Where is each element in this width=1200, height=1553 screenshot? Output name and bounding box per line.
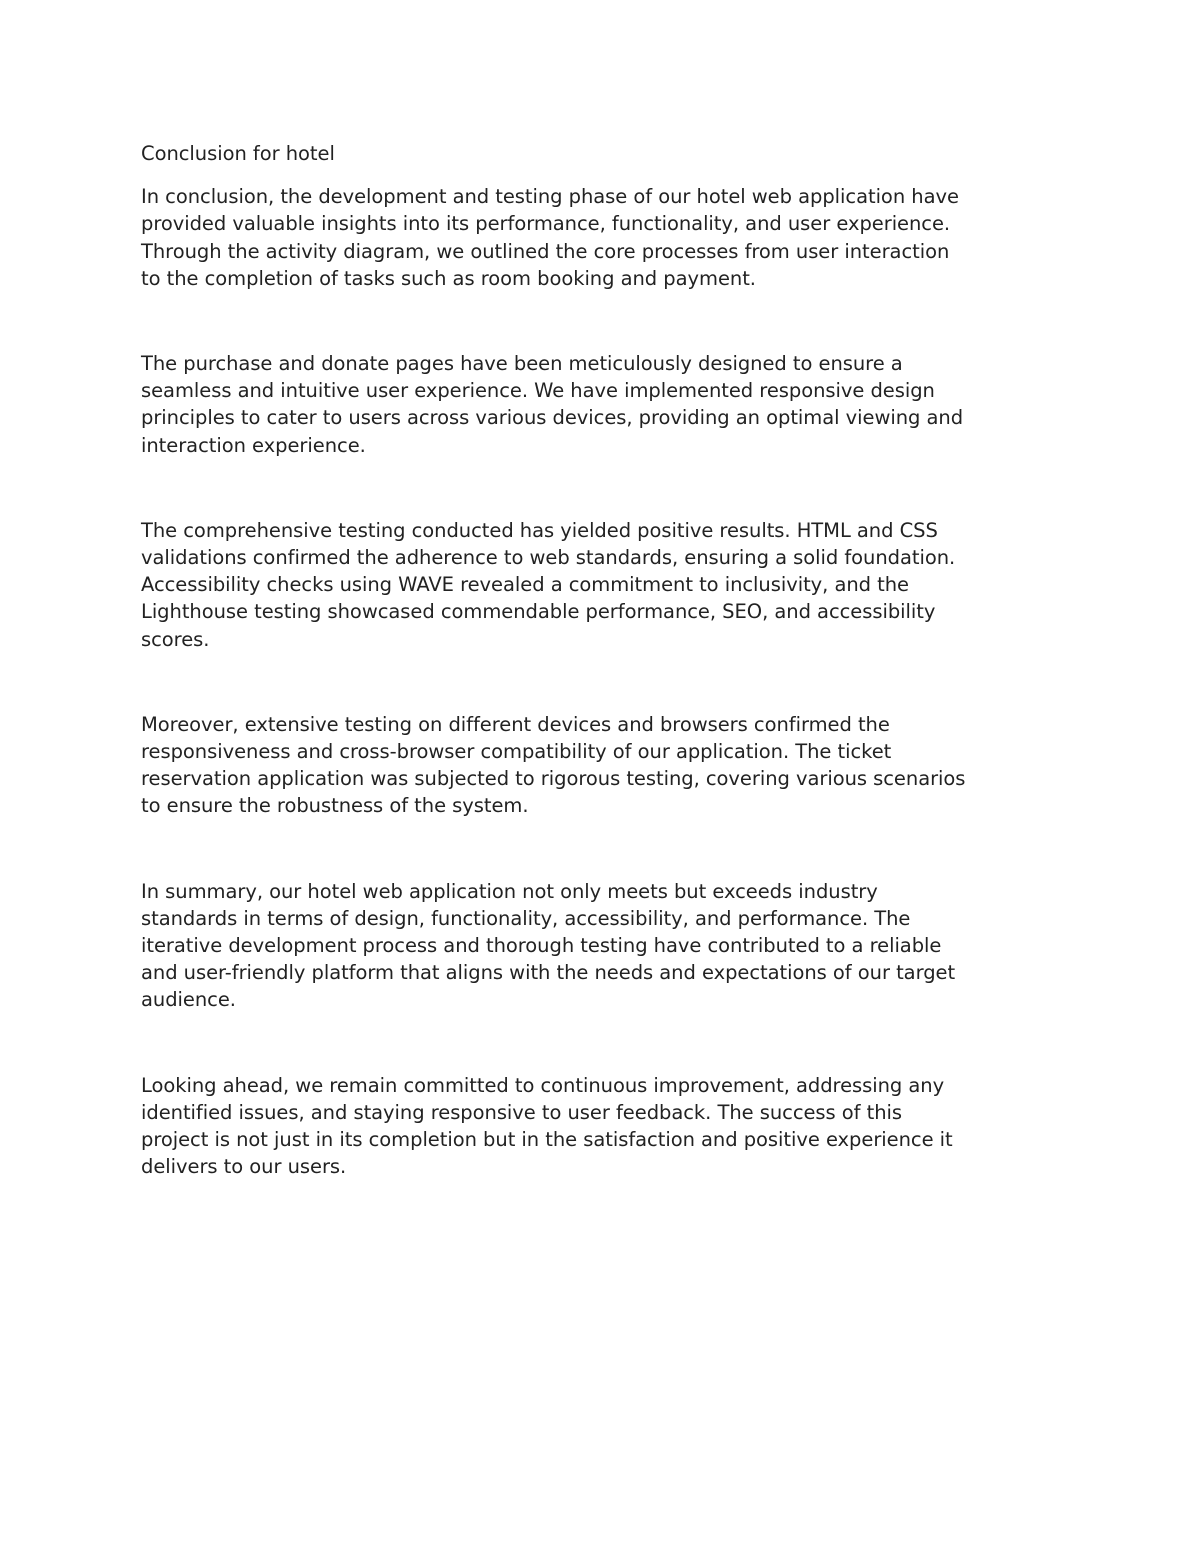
text-line: validations confirmed the adherence to web standards, ensuring a solid foundation. bbox=[141, 546, 956, 570]
text-line: iterative development process and thorough testing have contributed to a reliable bbox=[141, 934, 942, 958]
paragraph-testing bbox=[141, 517, 1071, 653]
text-line: provided valuable insights into its performance, functionality, and user experience. bbox=[141, 212, 951, 236]
paragraph-devices bbox=[141, 711, 1071, 820]
text-line: interaction experience. bbox=[141, 433, 366, 457]
document-title: Conclusion for hotel bbox=[141, 142, 335, 165]
text-line: responsiveness and cross-browser compatibility of our application. The ticket bbox=[141, 740, 892, 764]
text-line: Accessibility checks using WAVE revealed a commitment to inclusivity, and the bbox=[141, 573, 909, 597]
text-line: The comprehensive testing conducted has yielded positive results. HTML and CSS bbox=[141, 518, 938, 542]
text-line: reservation application was subjected to rigorous testing, covering various scenarios bbox=[141, 767, 966, 791]
text-line: to the completion of tasks such as room booking and payment. bbox=[141, 266, 756, 290]
paragraph-summary bbox=[141, 878, 1071, 1014]
text-line: project is not just in its completion but in the satisfaction and positive experience it bbox=[141, 1128, 953, 1152]
text-line: audience. bbox=[141, 988, 236, 1012]
document-body bbox=[141, 140, 1071, 1238]
text-line: Moreover, extensive testing on different devices and browsers confirmed the bbox=[141, 712, 890, 736]
paragraph-design bbox=[141, 350, 1071, 459]
text-line: scores. bbox=[141, 627, 210, 651]
text-line: In conclusion, the development and testing phase of our hotel web application have bbox=[141, 185, 959, 209]
text-line: In summary, our hotel web application not only meets but exceeds industry bbox=[141, 879, 878, 903]
text-line: delivers to our users. bbox=[141, 1155, 347, 1179]
text-line: The purchase and donate pages have been meticulously designed to ensure a bbox=[141, 352, 903, 376]
paragraph-intro bbox=[141, 183, 1071, 292]
text-line: seamless and intuitive user experience. We have implemented responsive design bbox=[141, 379, 935, 403]
text-line: identified issues, and staying responsive to user feedback. The success of this bbox=[141, 1100, 903, 1124]
text-line: Through the activity diagram, we outlined the core processes from user interaction bbox=[141, 239, 950, 263]
paragraph-outlook bbox=[141, 1072, 1071, 1181]
text-line: principles to cater to users across various devices, providing an optimal viewing and bbox=[141, 406, 964, 430]
text-line: standards in terms of design, functionality, accessibility, and performance. The bbox=[141, 906, 911, 930]
text-line: to ensure the robustness of the system. bbox=[141, 794, 529, 818]
text-line: Looking ahead, we remain committed to continuous improvement, addressing any bbox=[141, 1073, 945, 1097]
text-line: Lighthouse testing showcased commendable performance, SEO, and accessibility bbox=[141, 600, 936, 624]
text-line: and user-friendly platform that aligns with the needs and expectations of our target bbox=[141, 961, 956, 985]
